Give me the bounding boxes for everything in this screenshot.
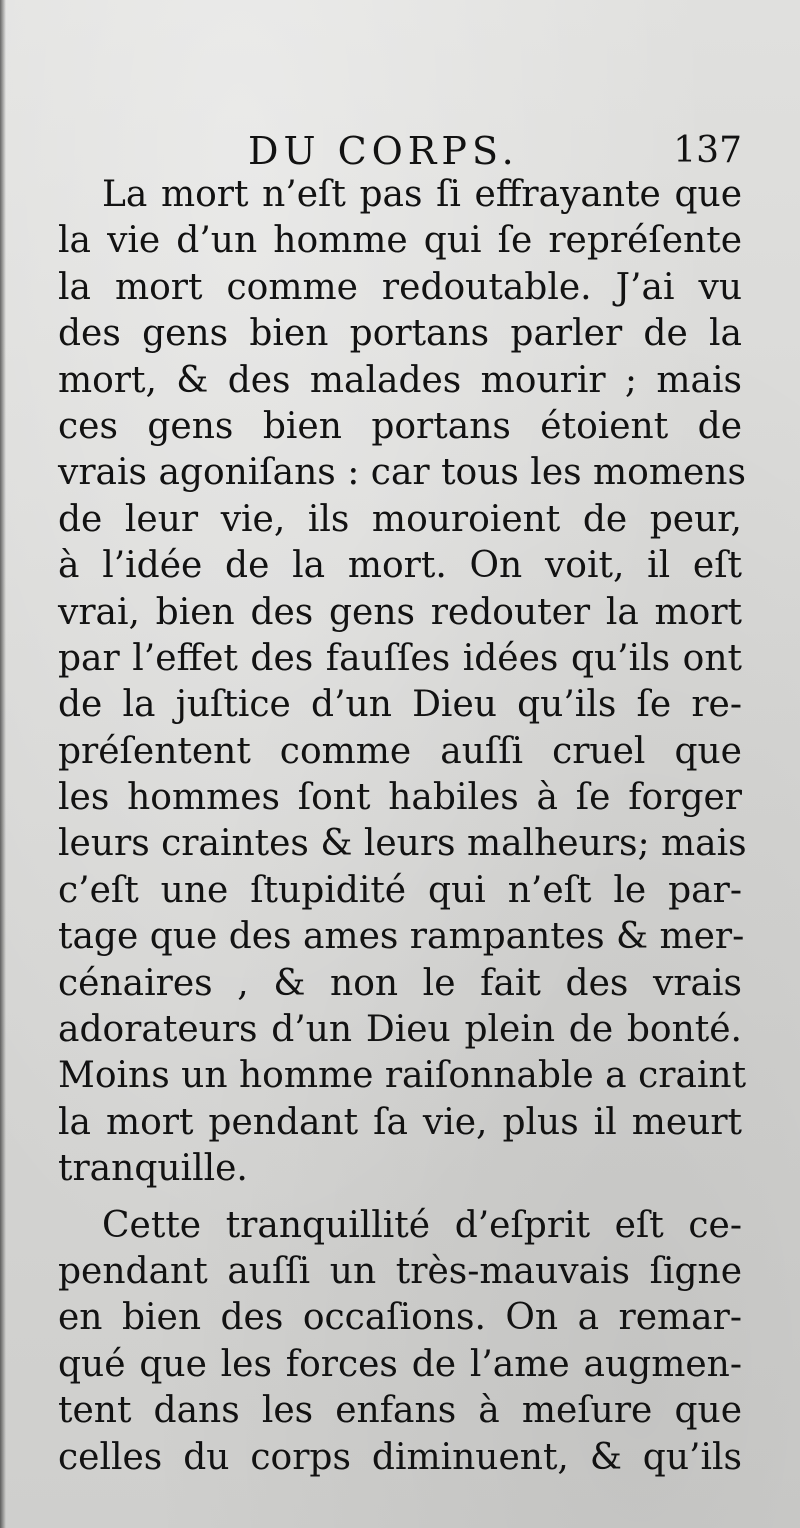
text-line: Cette tranquillité d’eſprit eſt ce-	[102, 1204, 742, 1246]
text-line: vrais agoniſans : car tous les momens	[58, 452, 746, 494]
paragraph-1	[58, 172, 747, 1193]
text-line: la mort comme redoutable. J’ai vu	[58, 266, 742, 308]
paragraph-2	[58, 1203, 742, 1481]
running-head	[58, 126, 742, 176]
text-line: leurs craintes & leurs malheurs; mais	[58, 823, 747, 865]
text-line: c’eſt une ſtupidité qui n’eſt le par-	[58, 869, 742, 911]
text-line: la mort pendant ſa vie, plus il meurt	[58, 1101, 742, 1143]
text-line: de leur vie, ils mouroient de peur,	[58, 498, 742, 540]
paragraph-gap	[58, 1193, 742, 1203]
text-line: des gens bien portans parler de la	[58, 313, 742, 355]
text-line: La mort n’eſt pas ſi effrayante que	[102, 174, 742, 215]
text-line: pendant auſſi un très-mauvais ſigne	[58, 1250, 742, 1292]
text-line: mort, & des malades mourir ; mais	[58, 359, 742, 401]
running-title: DU CORPS.	[248, 129, 519, 173]
text-line: les hommes ſont habiles à ſe forger	[58, 777, 742, 819]
text-line: Moins un homme raiſonnable a craint	[58, 1055, 747, 1097]
text-line: tranquille.	[58, 1148, 248, 1190]
text-line: à l’idée de la mort. On voit, il eſt	[58, 545, 742, 587]
text-line: celles du corps diminuent, & qu’ils	[58, 1436, 742, 1478]
text-line: qué que les forces de l’ame augmen-	[58, 1343, 742, 1385]
text-line: en bien des occaſions. On a remar-	[58, 1297, 742, 1339]
text-line: vrai, bien des gens redouter la mort	[58, 591, 742, 633]
text-line: la vie d’un homme qui ſe repréſente	[58, 220, 742, 262]
body-text	[58, 172, 747, 1481]
text-line: préſentent comme auſſi cruel que	[58, 730, 742, 772]
text-line: adorateurs d’un Dieu plein de bonté.	[58, 1009, 742, 1051]
text-line: de la juſtice d’un Dieu qu’ils ſe re-	[58, 684, 742, 726]
text-line: par l’effet des fauſſes idées qu’ils ont	[58, 637, 742, 679]
text-line: tent dans les enfans à meſure que	[58, 1390, 742, 1432]
page-number: 137	[673, 130, 742, 171]
text-line: ces gens bien portans étoient de	[58, 405, 742, 447]
text-line: cénaires , & non le fait des vrais	[58, 962, 742, 1004]
text-line: tage que des ames rampantes & mer-	[58, 916, 745, 958]
